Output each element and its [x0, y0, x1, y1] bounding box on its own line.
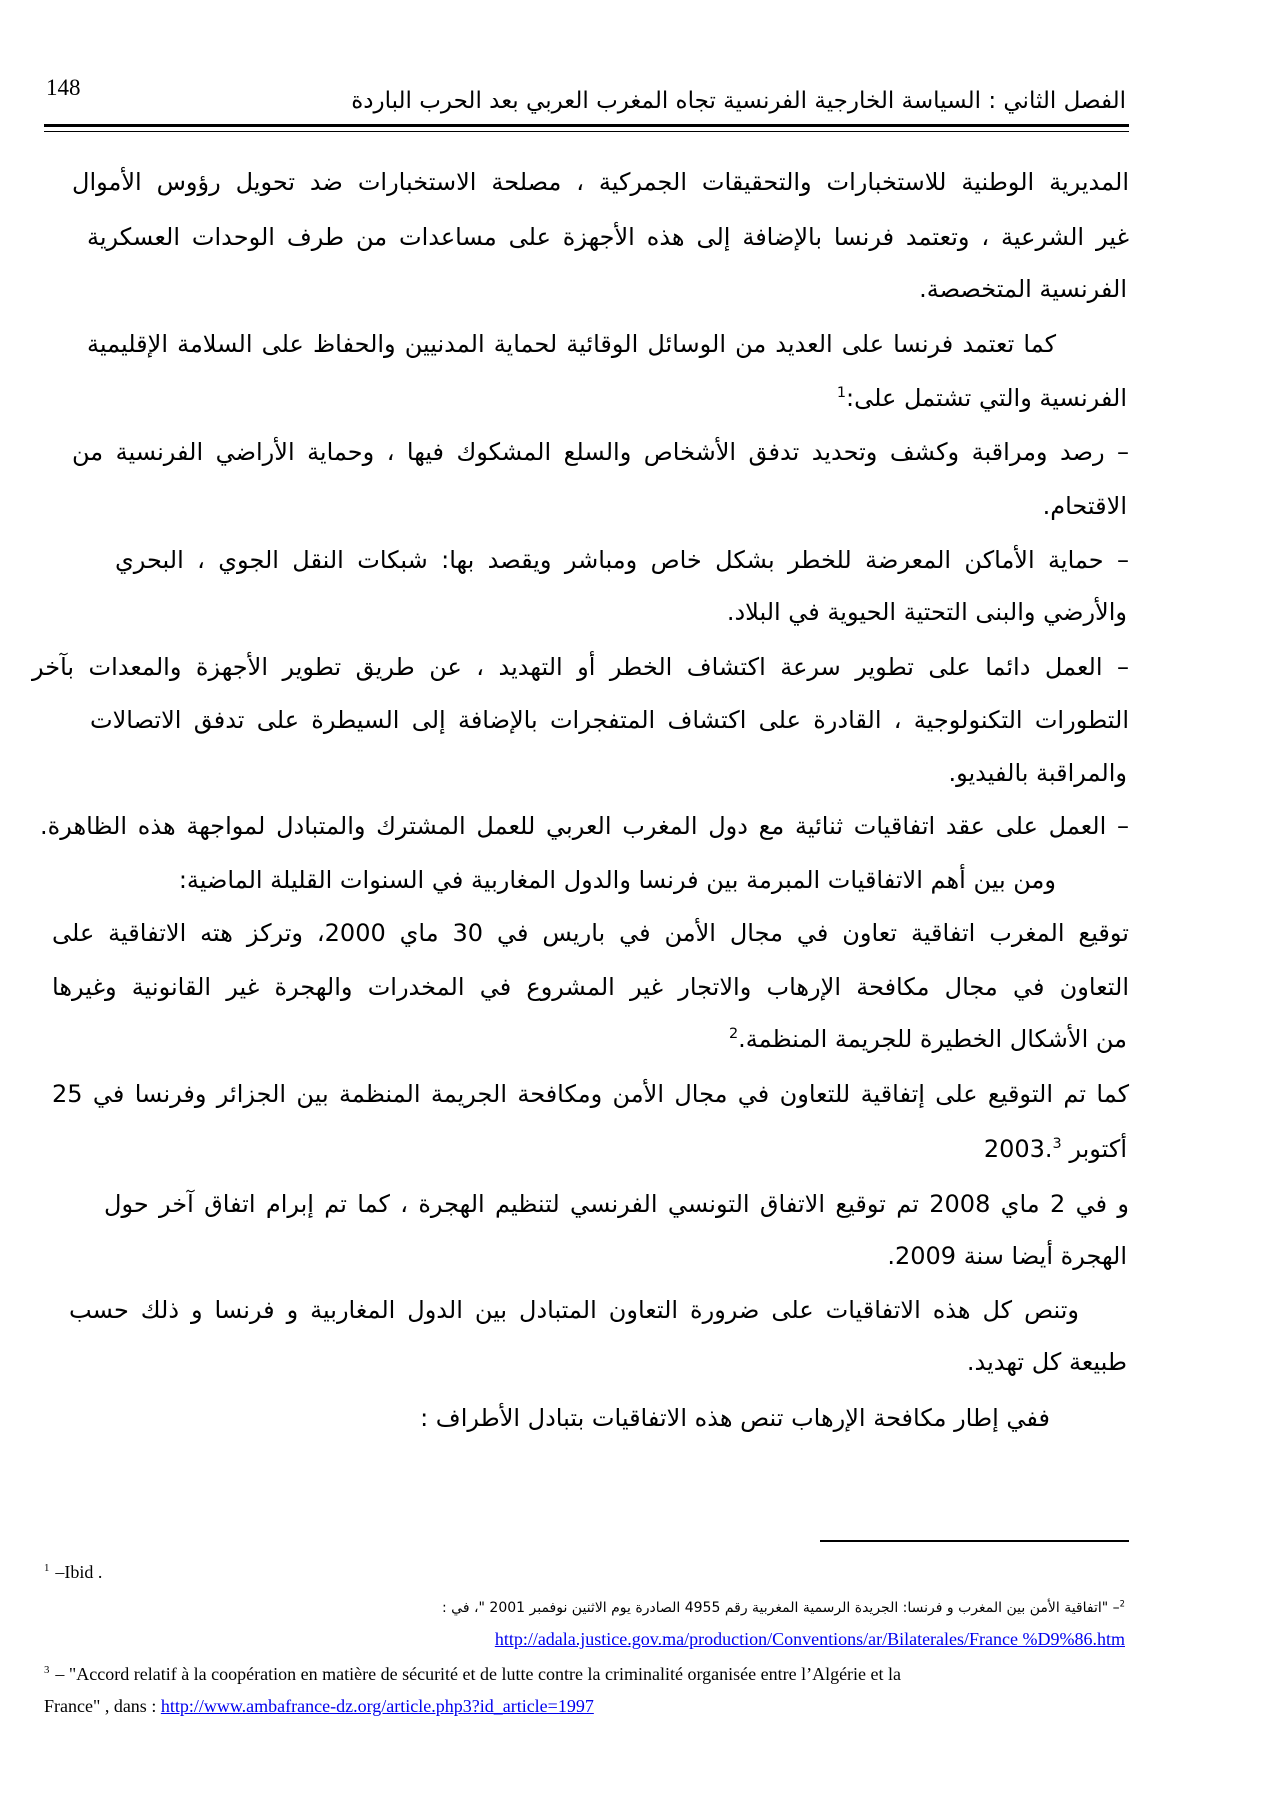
footnote-text: France" , dans : — [44, 1696, 161, 1716]
body-line — [44, 1236, 1127, 1276]
footnote-text: –Ibid . — [55, 1562, 103, 1582]
footnote-mark: 3 — [44, 1664, 50, 1676]
line-text: التعاون في مجال مكافحة الإرهاب والاتجار غير المشروع في المخدرات والهجرة غير القانونية وغيرها — [52, 973, 1129, 1001]
body-line — [72, 432, 1129, 472]
body-line — [44, 860, 1056, 900]
body-line — [87, 324, 1056, 364]
body-line — [44, 1129, 1127, 1169]
body-line — [52, 1074, 1129, 1114]
line-text: غير الشرعية ، وتعتمد فرنسا بالإضافة إلى هذه الأجهزة على مساعدات من طرف الوحدات العسكرية — [87, 223, 1129, 251]
footnote-mark: 2 — [1119, 1598, 1125, 1609]
footnote-link[interactable]: http://www.ambafrance-dz.org/article.php3?id_article=1997 — [160, 1696, 594, 1716]
line-text: – العمل دائما على تطوير سرعة اكتشاف الخطر أو التهديد ، عن طريق تطوير الأجهزة والمعدات بآخر — [32, 653, 1129, 681]
body-line — [115, 540, 1129, 580]
line-text: طبيعة كل تهديد. — [966, 1348, 1127, 1376]
line-text: الاقتحام. — [1042, 492, 1127, 520]
body-line — [44, 486, 1127, 526]
header-rule-thin — [44, 131, 1129, 132]
footnote-text: – "Accord relatif à la coopération en matière de sécurité et de lutte contre la criminalité organisée entre l’Algérie et la — [55, 1664, 902, 1684]
line-text: الفرنسية والتي تشتمل على: — [845, 384, 1127, 412]
body-line — [44, 269, 1127, 309]
line-text: وتنص كل هذه الاتفاقيات على ضرورة التعاون المتبادل بين الدول المغاربية و فرنسا و ذلك حسب — [69, 1296, 1079, 1324]
body-line — [32, 647, 1129, 687]
body-line — [69, 1290, 1079, 1330]
line-text: – حماية الأماكن المعرضة للخطر بشكل خاص ومباشر ويقصد بها: شبكات النقل الجوي ، البحري — [115, 546, 1129, 574]
line-text: والمراقبة بالفيديو. — [948, 759, 1127, 787]
body-line — [90, 700, 1129, 740]
body-line — [44, 1398, 1050, 1438]
footnote-1 — [44, 1561, 1129, 1583]
line-text: كما تم التوقيع على إتفاقية للتعاون في مجال الأمن ومكافحة الجريمة المنظمة بين الجزائر وفرنسا في 25 — [52, 1080, 1129, 1108]
body-line — [52, 967, 1129, 1007]
footnote-ref[interactable]: 2 — [728, 1026, 739, 1042]
line-text: – رصد ومراقبة وكشف وتحديد تدفق الأشخاص والسلع المشكوك فيها ، وحماية الأراضي الفرنسية من — [72, 438, 1129, 466]
body-line — [104, 1184, 1129, 1224]
body-line — [52, 913, 1129, 953]
line-text: ومن بين أهم الاتفاقيات المبرمة بين فرنسا والدول المغاربية في السنوات القليلة الماضية: — [178, 866, 1056, 894]
chapter-title: الفصل الثاني : السياسة الخارجية الفرنسية تجاه المغرب العربي بعد الحرب الباردة — [351, 88, 1126, 114]
footnote-mark: 1 — [44, 1562, 50, 1574]
page-number: 148 — [46, 75, 81, 100]
footnote-3-cont — [44, 1695, 1129, 1717]
line-text: الهجرة أيضا سنة 2009. — [887, 1242, 1127, 1270]
body-line — [87, 217, 1129, 257]
line-text: التطورات التكنولوجية ، القادرة على اكتشاف المتفجرات بالإضافة إلى السيطرة على تدفق الاتصالات — [90, 706, 1129, 734]
line-text: و في 2 ماي 2008 تم توقيع الاتفاق التونسي الفرنسي لتنظيم الهجرة ، كما تم إبرام اتفاق آخر حول — [104, 1190, 1130, 1218]
line-text: من الأشكال الخطيرة للجريمة المنظمة. — [738, 1025, 1127, 1053]
footnote-ref[interactable]: 3 — [1052, 1136, 1062, 1152]
footnote-2-link-line — [200, 1628, 1125, 1650]
footnote-dash: – — [1112, 1600, 1120, 1616]
header-rule — [44, 124, 1129, 127]
line-text: توقيع المغرب اتفاقية تعاون في مجال الأمن في باريس في 30 ماي 2000، وتركز هته الاتفاقية على — [52, 919, 1129, 947]
body-line — [44, 1342, 1127, 1382]
line-text: – العمل على عقد اتفاقيات ثنائية مع دول المغرب العربي للعمل المشترك والمتبادل لمواجهة هذه الظاهرة. — [40, 812, 1129, 840]
line-text: ففي إطار مكافحة الإرهاب تنص هذه الاتفاقيات بتبادل الأطراف : — [420, 1404, 1050, 1432]
body-line — [44, 378, 1127, 418]
footnote-separator — [820, 1540, 1129, 1542]
footnote-2 — [200, 1597, 1125, 1619]
footnote-text: "اتفاقية الأمن بين المغرب و فرنسا: الجريدة الرسمية المغربية رقم 4955 الصادرة يوم الاثنين نوفمبر 2001 "، في : — [442, 1600, 1109, 1616]
line-text: كما تعتمد فرنسا على العديد من الوسائل الوقائية لحماية المدنيين والحفاظ على السلامة الإقليمية — [87, 330, 1056, 358]
line-text: أكتوبر 2003. — [983, 1135, 1127, 1163]
body-line — [44, 1019, 1127, 1059]
line-text: المديرية الوطنية للاستخبارات والتحقيقات الجمركية ، مصلحة الاستخبارات ضد تحويل رؤوس الأموال — [72, 168, 1129, 196]
body-line — [44, 753, 1127, 793]
line-text: الفرنسية المتخصصة. — [919, 275, 1127, 303]
body-line — [72, 162, 1129, 202]
line-text: والأرضي والبنى التحتية الحيوية في البلاد. — [726, 598, 1127, 626]
body-line — [40, 806, 1129, 846]
body-line — [44, 592, 1127, 632]
footnote-link[interactable]: http://adala.justice.gov.ma/production/Conventions/ar/Bilaterales/France %D9%86.htm — [494, 1629, 1125, 1649]
footnote-ref[interactable]: 1 — [836, 385, 846, 401]
footnote-3 — [44, 1663, 1129, 1685]
